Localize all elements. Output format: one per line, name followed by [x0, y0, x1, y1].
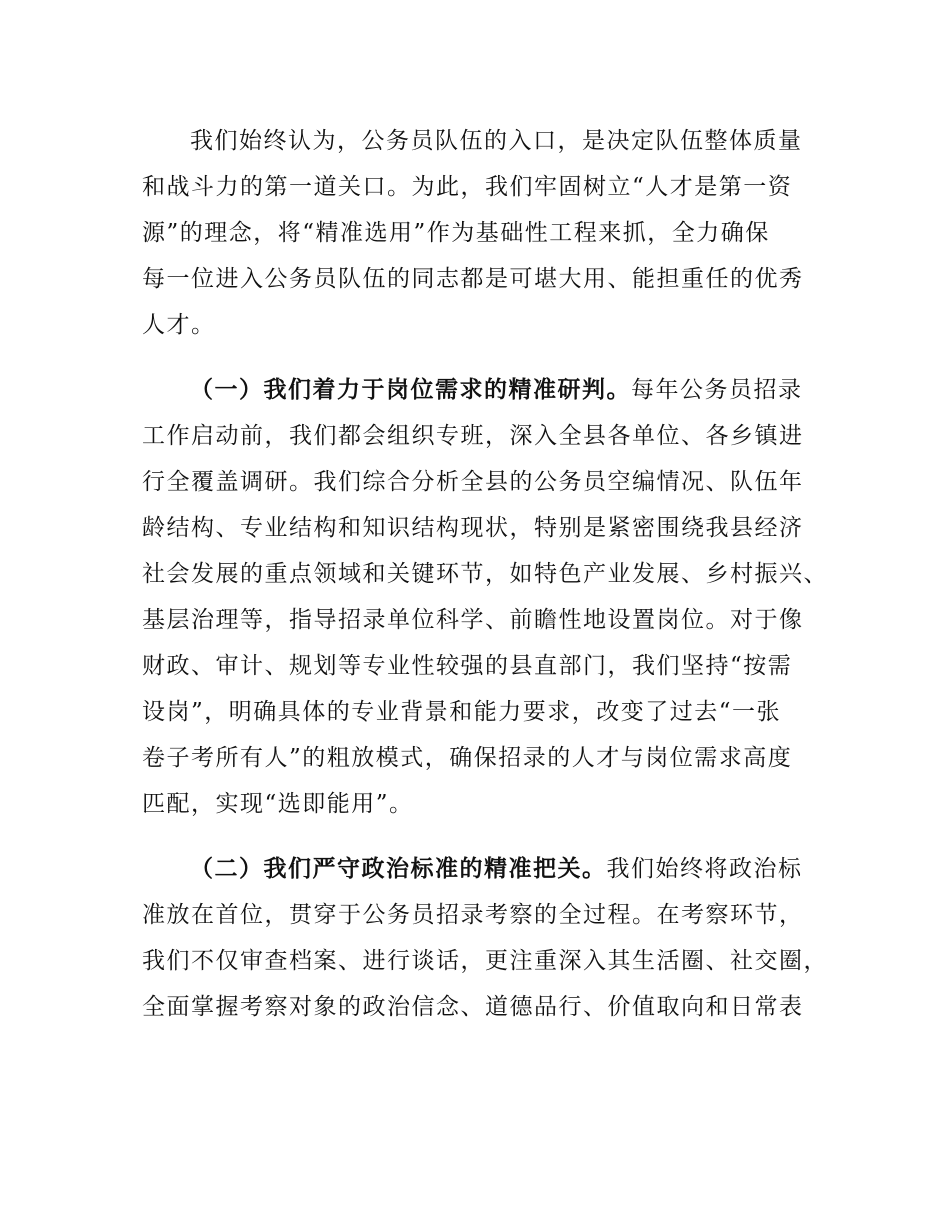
text-line: 我们不仅审查档案、进行谈话，更注重深入其生活圈、社交圈，: [142, 948, 828, 974]
text-line: 龄结构、专业结构和知识结构现状，特别是紧密围绕我县经济: [142, 515, 804, 541]
text-line: 全面掌握考察对象的政治信念、道德品行、价值取向和日常表: [142, 994, 804, 1020]
paragraph-section-1: [142, 367, 828, 827]
text-line: 我们始终认为，公务员队伍的入口，是决定队伍整体质量: [190, 128, 803, 154]
paragraph-intro: [142, 118, 822, 348]
document-page: [142, 118, 828, 1030]
section-heading: （一）我们着力于岗位需求的精准研判。: [190, 377, 631, 403]
section-heading: （二）我们严守政治标准的精准把关。: [190, 856, 607, 882]
text-line: 社会发展的重点领域和关键环节，如特色产业发展、乡村振兴、: [142, 561, 828, 587]
text-line: 行全覆盖调研。我们综合分析全县的公务员空编情况、队伍年: [142, 469, 804, 495]
text-line: [142, 367, 822, 413]
text-line: [142, 846, 822, 892]
text-line: 匹配，实现“选即能用”。: [142, 791, 414, 817]
text-line: 每一位进入公务员队伍的同志都是可堪大用、能担重任的优秀: [142, 266, 804, 292]
text-line: 和战斗力的第一道关口。为此，我们牢固树立“人才是第一资: [142, 174, 793, 200]
text-line: 源”的理念，将“精准选用”作为基础性工程来抓，全力确保: [142, 220, 770, 246]
text-line: 人才。: [142, 312, 216, 338]
text-line: 基层治理等，指导招录单位科学、前瞻性地设置岗位。对于像: [142, 607, 804, 633]
text-line: 设岗”，明确具体的专业背景和能力要求，改变了过去“一张: [142, 699, 782, 725]
text-line: 准放在首位，贯穿于公务员招录考察的全过程。在考察环节，: [142, 902, 804, 928]
text-line: 工作启动前，我们都会组织专班，深入全县各单位、各乡镇进: [142, 423, 804, 449]
text-line: 卷子考所有人”的粗放模式，确保招录的人才与岗位需求高度: [142, 745, 793, 771]
text-line: 财政、审计、规划等专业性较强的县直部门，我们坚持“按需: [142, 653, 793, 679]
section-lead-text: 每年公务员招录: [631, 377, 803, 403]
paragraph-section-2: [142, 846, 828, 1030]
section-lead-text: 我们始终将政治标: [606, 856, 803, 882]
